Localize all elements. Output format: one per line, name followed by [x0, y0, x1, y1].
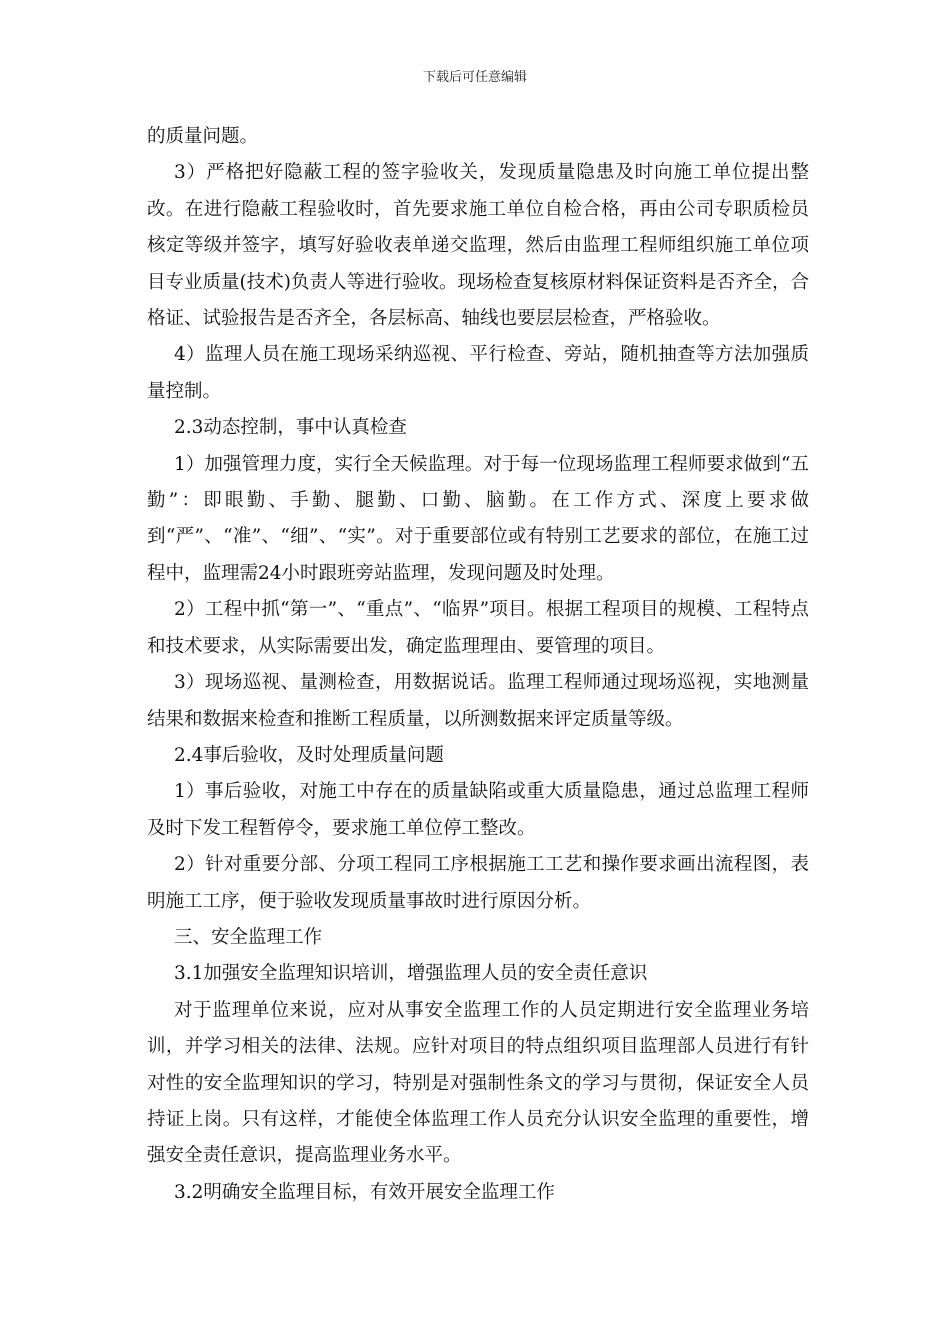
section-heading: 2.3动态控制，事中认真检查	[174, 417, 407, 439]
paragraph: 对于监理单位来说，应对从事安全监理工作的人员定期进行安全监理业务培训，并学习相关的法律、法规。应针对项目的特点组织项目监理部人员进行有针对性的安全监理知识的学习，特别是对强制性条文的学习与贯彻，保证安全人员持证上岗。只有这样，才能使全体监理工作人员充分认识安全监理的重要性，增强安全责任意识，提高监理业务水平。	[147, 999, 809, 1167]
paragraph: 2）针对重要分部、分项工程同工序根据施工工艺和操作要求画出流程图，表明施工工序，便于验收发现质量事故时进行原因分析。	[147, 854, 809, 912]
paragraph: 的质量问题。	[147, 126, 259, 147]
section-heading: 3.1加强安全监理知识培训，增强监理人员的安全责任意识	[174, 963, 648, 985]
paragraph: 4）监理人员在施工现场采纳巡视、平行检查、旁站，随机抽查等方法加强质量控制。	[147, 344, 809, 402]
paragraph: 1）加强管理力度，实行全天候监理。对于每一位现场监理工程师要求做到“五勤”：即眼勤、手勤、腿勤、口勤、脑勤。在工作方式、深度上要求做到“严”、“准”、“细”、“实”。对于重要部位或有特别工艺要求的部位，在施工过程中，监理需24小时跟班旁站监理，发现问题及时处理。	[147, 453, 809, 584]
chapter-heading: 三、安全监理工作	[174, 926, 323, 948]
paragraph: 3）严格把好隐蔽工程的签字验收关，发现质量隐患及时向施工单位提出整改。在进行隐蔽工程验收时，首先要求施工单位自检合格，再由公司专职质检员核定等级并签字，填写好验收表单递交监理，然后由监理工程师组织施工单位项目专业质量(技术)负责人等进行验收。现场检查复核原材料保证资料是否齐全，合格证、试验报告是否齐全，各层标高、轴线也要层层检查，严格验收。	[147, 162, 809, 330]
page-header: 下载后可任意编辑	[422, 70, 527, 85]
paragraph: 2）工程中抓“第一”、“重点”、“临界”项目。根据工程项目的规模、工程特点和技术要求，从实际需要出发，确定监理理由、要管理的项目。	[147, 599, 809, 657]
section-heading: 2.4事后验收，及时处理质量问题	[174, 744, 444, 766]
section-heading: 3.2明确安全监理目标，有效开展安全监理工作	[174, 1181, 555, 1203]
paragraph: 3）现场巡视、量测检查，用数据说话。监理工程师通过现场巡视，实地测量结果和数据来检查和推断工程质量，以所测数据来评定质量等级。	[147, 672, 809, 730]
document-body	[147, 119, 809, 1211]
paragraph: 1）事后验收，对施工中存在的质量缺陷或重大质量隐患，通过总监理工程师及时下发工程暂停令，要求施工单位停工整改。	[147, 781, 809, 839]
